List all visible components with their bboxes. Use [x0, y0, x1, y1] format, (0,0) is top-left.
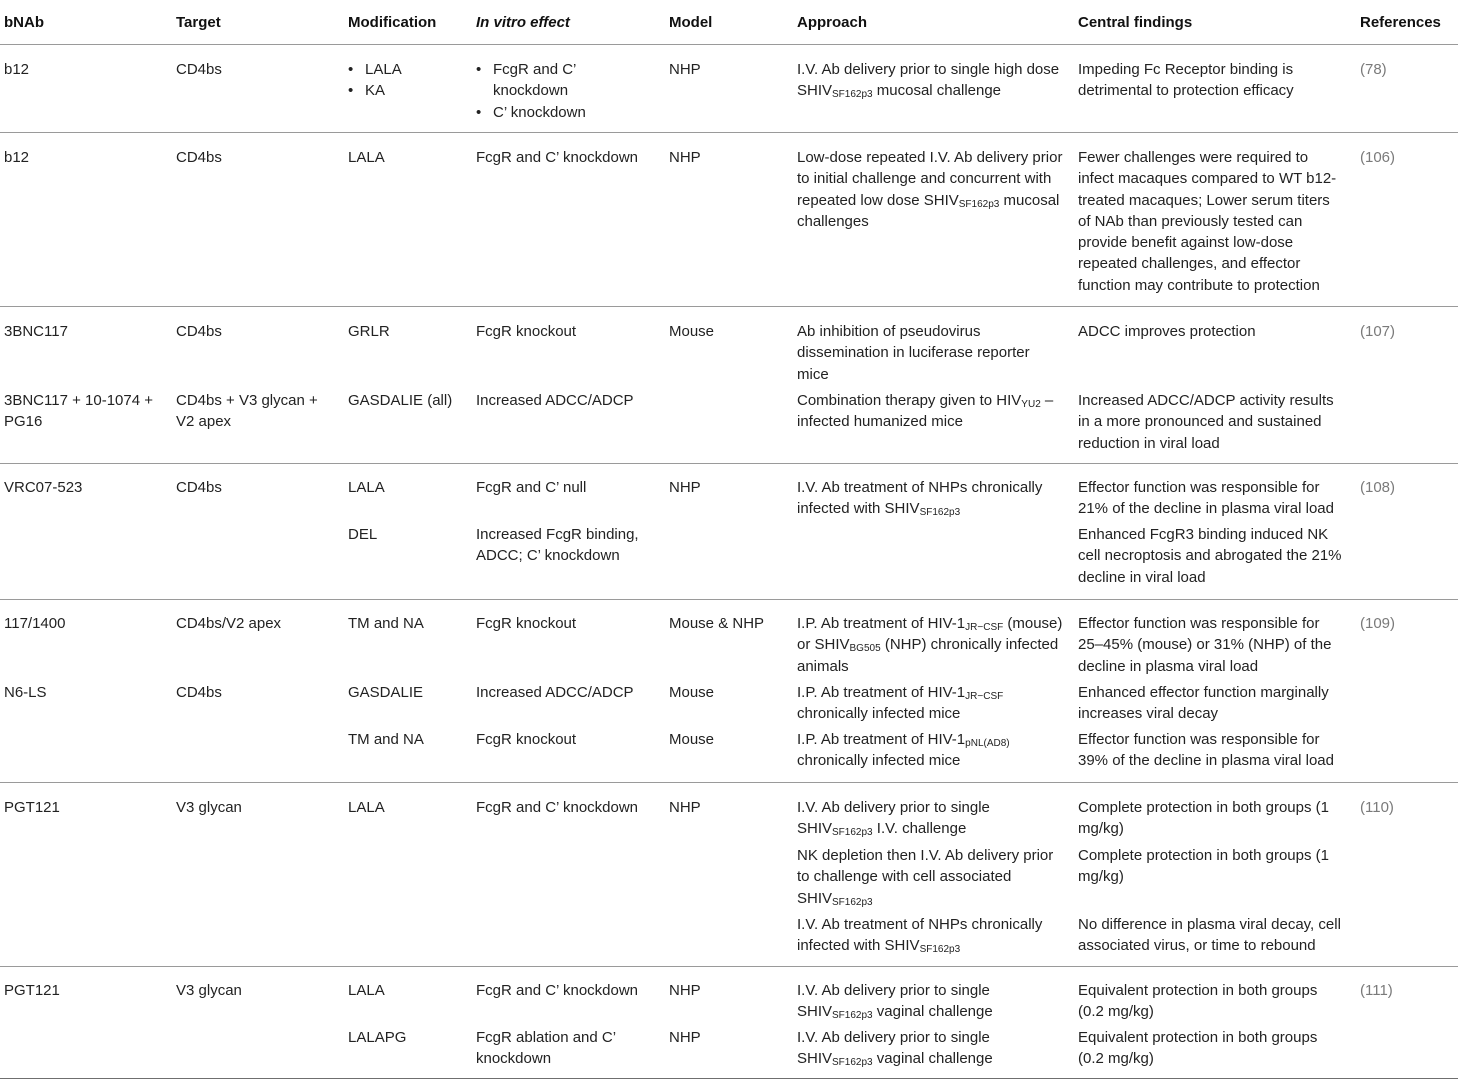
cell-model: NHP [669, 982, 701, 999]
cell-text: mucosal challenge [872, 82, 1002, 100]
cell-model: NHP [669, 149, 701, 166]
cell-target: CD4bs [176, 149, 222, 166]
header-model: Model [669, 14, 713, 31]
cell-model: NHP [669, 61, 701, 78]
cell-effect: FcgR knockout [476, 615, 577, 632]
subscript-text: JR−CSF [965, 622, 1004, 633]
cell-approach [797, 613, 1065, 677]
cell-target: CD4bs [176, 479, 222, 496]
subscript-text: SF162p3 [832, 89, 873, 101]
cell-findings: ADCC improves protection [1078, 323, 1256, 340]
cell-effect: FcgR and C’ knockdown [476, 799, 639, 816]
cell-approach [797, 797, 1065, 840]
cell-modification: LALA [348, 479, 385, 496]
cell-references: (111) [1360, 982, 1393, 999]
bullet-item: • KA [348, 80, 466, 101]
cell-target: CD4bs [176, 323, 222, 340]
cell-findings: Impeding Fc Receptor binding is detrimental to protection efficacy [1078, 61, 1294, 100]
cell-findings: Equivalent protection in both groups (0.2 mg/kg) [1078, 982, 1318, 1021]
header-central-findings: Central findings [1078, 14, 1193, 31]
subscript-text: SF162p3 [919, 507, 961, 519]
table-header-row [0, 0, 1458, 45]
cell-findings: Fewer challenges were required to infect macaques compared to WT b12-treated macaques; Lower serum titers of NAb than previously tested can provide benefit against low-dose repeated challenges, and effector function may contribute to protection [1078, 149, 1337, 294]
table-row-group [0, 133, 1458, 307]
cell-modification: LALA [348, 982, 385, 999]
cell-text: I.V. Ab delivery prior to single SHIV [797, 1029, 990, 1068]
cell-effect: Increased ADCC/ADCP [476, 392, 634, 409]
header-bnab: bNAb [4, 14, 44, 31]
cell-findings: Effector function was responsible for 39% of the decline in plasma viral load [1078, 731, 1334, 770]
cell-findings: Equivalent protection in both groups (0.2 mg/kg) [1078, 1029, 1318, 1068]
cell-text: chronically infected mice [797, 752, 961, 770]
cell-text: I.V. challenge [872, 820, 967, 838]
cell-approach [797, 477, 1065, 520]
cell-references: (107) [1360, 323, 1396, 340]
cell-text: I.V. Ab treatment of NHPs chronically infected with SHIV [797, 916, 1043, 955]
cell-approach [797, 1027, 1065, 1070]
subscript-text: SF162p3 [832, 827, 873, 839]
cell-modification: GASDALIE (all) [348, 392, 453, 409]
cell-modification: LALA [348, 149, 385, 166]
cell-approach [797, 914, 1065, 957]
cell-bnab: 117/1400 [4, 615, 66, 632]
cell-model: Mouse [669, 684, 715, 701]
cell-references: (78) [1360, 61, 1387, 78]
cell-effect: FcgR and C’ null [476, 479, 587, 496]
cell-text: I.P. Ab treatment of HIV-1 [797, 731, 966, 748]
cell-text: I.V. Ab treatment of NHPs chronically infected with SHIV [797, 479, 1043, 518]
cell-approach [797, 390, 1065, 433]
cell-modification [348, 59, 466, 102]
cell-bnab: VRC07-523 [4, 479, 83, 496]
bullet-item: • LALA [348, 59, 466, 80]
cell-target: CD4bs/V2 apex [176, 615, 282, 632]
cell-effect: FcgR and C’ knockdown [476, 982, 639, 999]
cell-bnab: PGT121 [4, 982, 60, 999]
cell-text: I.P. Ab treatment of HIV-1 [797, 615, 966, 632]
cell-model: Mouse & NHP [669, 615, 765, 632]
subscript-text: SF162p3 [958, 198, 1000, 210]
cell-bnab: 3BNC117 [4, 323, 68, 340]
table-body [0, 45, 1458, 1079]
table-row-group [0, 783, 1458, 967]
cell-effect [476, 59, 654, 123]
cell-findings: Complete protection in both groups (1 mg/kg) [1078, 799, 1329, 838]
cell-target: CD4bs + V3 glycan + V2 apex [176, 392, 318, 431]
cell-references: (110) [1360, 799, 1394, 816]
bullet-item: • FcgR and C’ knockdown [476, 59, 654, 102]
subscript-text: BG505 [849, 643, 881, 655]
cell-model: NHP [669, 799, 701, 816]
subscript-text: SF162p3 [832, 1010, 873, 1022]
subscript-text: YU2 [1021, 399, 1041, 410]
table-row-group [0, 307, 1458, 464]
subscript-text: SF162p3 [832, 896, 873, 908]
header-approach: Approach [797, 14, 868, 31]
cell-references: (109) [1360, 615, 1396, 632]
cell-findings: Effector function was responsible for 25–45% (mouse) or 31% (NHP) of the decline in plasma viral load [1078, 615, 1332, 675]
cell-findings: Complete protection in both groups (1 mg/kg) [1078, 847, 1329, 886]
cell-text: –infected humanized mice [797, 392, 1054, 431]
cell-effect: FcgR knockout [476, 323, 577, 340]
cell-text: (mouse) or SHIV [797, 615, 1063, 654]
cell-effect: FcgR ablation and C’ knockdown [476, 1029, 616, 1068]
table-row-group [0, 600, 1458, 783]
cell-bnab: N6-LS [4, 684, 47, 701]
table-row-group [0, 45, 1458, 133]
cell-bnab: b12 [4, 61, 30, 78]
cell-text: mucosal challenges [797, 191, 1060, 230]
cell-text: chronically infected mice [797, 705, 961, 723]
cell-bnab: PGT121 [4, 799, 60, 816]
cell-effect: FcgR knockout [476, 731, 577, 748]
cell-modification: TM and NA [348, 615, 424, 632]
cell-target: CD4bs [176, 61, 222, 78]
cell-effect: Increased ADCC/ADCP [476, 684, 634, 701]
cell-text: I.V. Ab delivery prior to single SHIV [797, 982, 990, 1021]
cell-text: vaginal challenge [872, 1050, 993, 1068]
header-modification: Modification [348, 14, 437, 31]
cell-approach [797, 59, 1065, 102]
subscript-text: SF162p3 [832, 1057, 873, 1069]
cell-findings: Increased ADCC/ADCP activity results in a more pronounced and sustained reduction in viral load [1078, 392, 1334, 452]
subscript-text: SF162p3 [919, 944, 961, 956]
cell-approach [797, 147, 1065, 232]
cell-modification: TM and NA [348, 731, 424, 748]
cell-model: Mouse [669, 323, 715, 340]
cell-approach: Ab inhibition of pseudovirus dissemination in luciferase reporter mice [797, 323, 1030, 383]
cell-target: CD4bs [176, 684, 222, 701]
cell-text: I.V. Ab delivery prior to single high dose SHIV [797, 61, 1060, 100]
bullet-item: • C’ knockdown [476, 102, 654, 123]
cell-findings: Enhanced FcgR3 binding induced NK cell necroptosis and abrogated the 21% decline in viral load [1078, 526, 1342, 586]
table-row-group [0, 464, 1458, 600]
table-row-group [0, 967, 1458, 1079]
cell-model: Mouse [669, 731, 715, 748]
cell-findings: Effector function was responsible for 21% of the decline in plasma viral load [1078, 479, 1334, 518]
cell-modification: GASDALIE [348, 684, 424, 701]
cell-text: Low-dose repeated I.V. Ab delivery prior to initial challenge and concurrent with repeated low dose SHIV [797, 149, 1063, 209]
cell-bnab: b12 [4, 149, 30, 166]
subscript-text: pNL(AD8) [965, 738, 1010, 749]
cell-target: V3 glycan [176, 982, 242, 999]
cell-text: (NHP) chronically infected animals [797, 636, 1059, 675]
cell-effect: FcgR and C’ knockdown [476, 149, 639, 166]
cell-modification: LALA [348, 799, 385, 816]
cell-text: I.V. Ab delivery prior to single SHIV [797, 799, 990, 838]
subscript-text: JR−CSF [965, 691, 1004, 702]
cell-text: vaginal challenge [872, 1003, 993, 1021]
cell-model: NHP [669, 479, 701, 496]
cell-references: (106) [1360, 149, 1396, 166]
header-target: Target [176, 14, 221, 31]
cell-target: V3 glycan [176, 799, 242, 816]
cell-text: Combination therapy given to HIV [797, 392, 1022, 409]
cell-modification: LALAPG [348, 1029, 407, 1046]
cell-references: (108) [1360, 479, 1396, 496]
cell-approach [797, 980, 1065, 1023]
cell-modification: GRLR [348, 323, 390, 340]
cell-model: NHP [669, 1029, 701, 1046]
cell-text: NK depletion then I.V. Ab delivery prior to challenge with cell associated SHIV [797, 847, 1054, 907]
cell-bnab: 3BNC117 + 10-1074 + PG16 [4, 392, 153, 431]
header-in-vitro-effect: In vitro effect [476, 14, 570, 31]
cell-approach [797, 682, 1065, 725]
cell-approach [797, 729, 1065, 772]
cell-text: I.P. Ab treatment of HIV-1 [797, 684, 966, 701]
header-references: References [1360, 14, 1441, 31]
cell-effect: Increased FcgR binding, ADCC; C’ knockdown [476, 526, 639, 565]
cell-modification: DEL [348, 526, 378, 543]
cell-findings: Enhanced effector function marginally increases viral decay [1078, 684, 1329, 723]
cell-approach [797, 845, 1065, 909]
cell-findings: No difference in plasma viral decay, cell associated virus, or time to rebound [1078, 916, 1341, 955]
